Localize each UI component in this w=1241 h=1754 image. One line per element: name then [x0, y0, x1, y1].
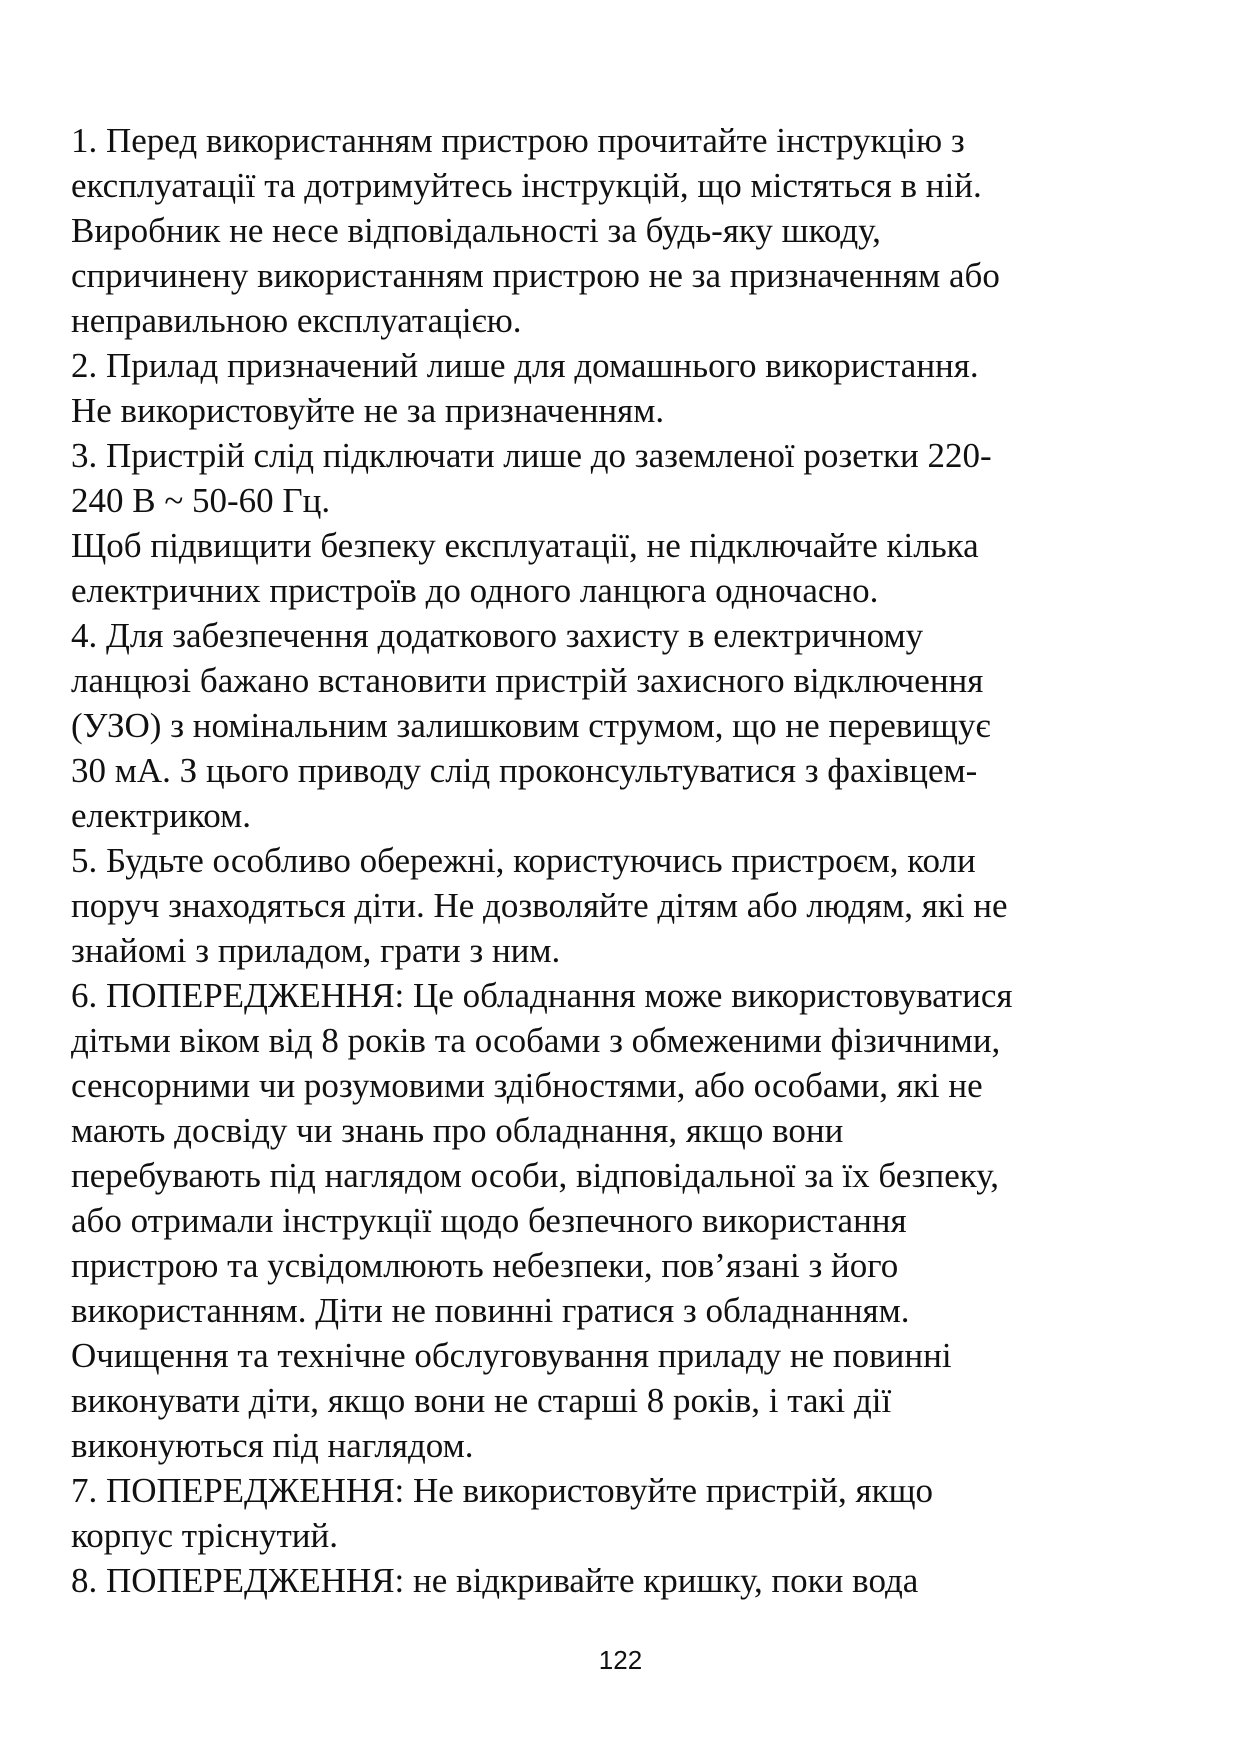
text-line: виконувати діти, якщо вони не старші 8 років, і такі дії [71, 1381, 892, 1420]
text-line: використанням. Діти не повинні гратися з обладнанням. [71, 1291, 910, 1330]
instructions-text [71, 118, 1181, 1603]
text-line: 2. Прилад призначений лише для домашнього використання. [71, 346, 979, 385]
text-line: перебувають під наглядом особи, відповідальної за їх безпеку, [71, 1156, 1000, 1195]
text-line: 30 мА. З цього приводу слід проконсультуватися з фахівцем- [71, 751, 978, 790]
text-line: 1. Перед використанням пристрою прочитайте інструкцію з [71, 121, 965, 160]
text-line: Щоб підвищити безпеку експлуатації, не підключайте кілька [71, 526, 979, 565]
text-line: ланцюзі бажано встановити пристрій захисного відключення [71, 661, 984, 700]
text-line: виконуються під наглядом. [71, 1426, 474, 1465]
text-line: Очищення та технічне обслуговування приладу не повинні [71, 1336, 952, 1375]
text-line: пристрою та усвідомлюють небезпеки, пов’язані з його [71, 1246, 899, 1285]
text-line: дітьми віком від 8 років та особами з обмеженими фізичними, [71, 1021, 1001, 1060]
text-line: 7. ПОПЕРЕДЖЕННЯ: Не використовуйте пристрій, якщо [71, 1471, 934, 1510]
text-line: корпус тріснутий. [71, 1516, 338, 1555]
text-line: спричинену використанням пристрою не за призначенням або [71, 256, 1000, 295]
text-line: (УЗО) з номінальним залишковим струмом, що не перевищує [71, 706, 991, 745]
text-line: 3. Пристрій слід підключати лише до заземленої розетки 220- [71, 436, 992, 475]
text-line: електричних пристроїв до одного ланцюга одночасно. [71, 571, 879, 610]
text-line: 240 В ~ 50-60 Гц. [71, 481, 331, 520]
text-line: або отримали інструкції щодо безпечного використання [71, 1201, 907, 1240]
text-line: 5. Будьте особливо обережні, користуючись пристроєм, коли [71, 841, 976, 880]
text-line: знайомі з приладом, грати з ним. [71, 931, 561, 970]
text-line: Не використовуйте не за призначенням. [71, 391, 665, 430]
text-line: 8. ПОПЕРЕДЖЕННЯ: не відкривайте кришку, поки вода [71, 1561, 919, 1600]
text-line: 4. Для забезпечення додаткового захисту в електричному [71, 616, 924, 655]
text-line: експлуатації та дотримуйтесь інструкцій, що містяться в ній. [71, 166, 982, 205]
text-line: поруч знаходяться діти. Не дозволяйте дітям або людям, які не [71, 886, 1008, 925]
text-line: неправильною експлуатацією. [71, 301, 522, 340]
text-line: мають досвіду чи знань про обладнання, якщо вони [71, 1111, 844, 1150]
page-number: 122 [598, 1645, 643, 1675]
text-line: електриком. [71, 796, 251, 835]
text-line: 6. ПОПЕРЕДЖЕННЯ: Це обладнання може використовуватися [71, 976, 1013, 1015]
text-line: Виробник не несе відповідальності за будь-яку шкоду, [71, 211, 881, 250]
text-line: сенсорними чи розумовими здібностями, або особами, які не [71, 1066, 983, 1105]
